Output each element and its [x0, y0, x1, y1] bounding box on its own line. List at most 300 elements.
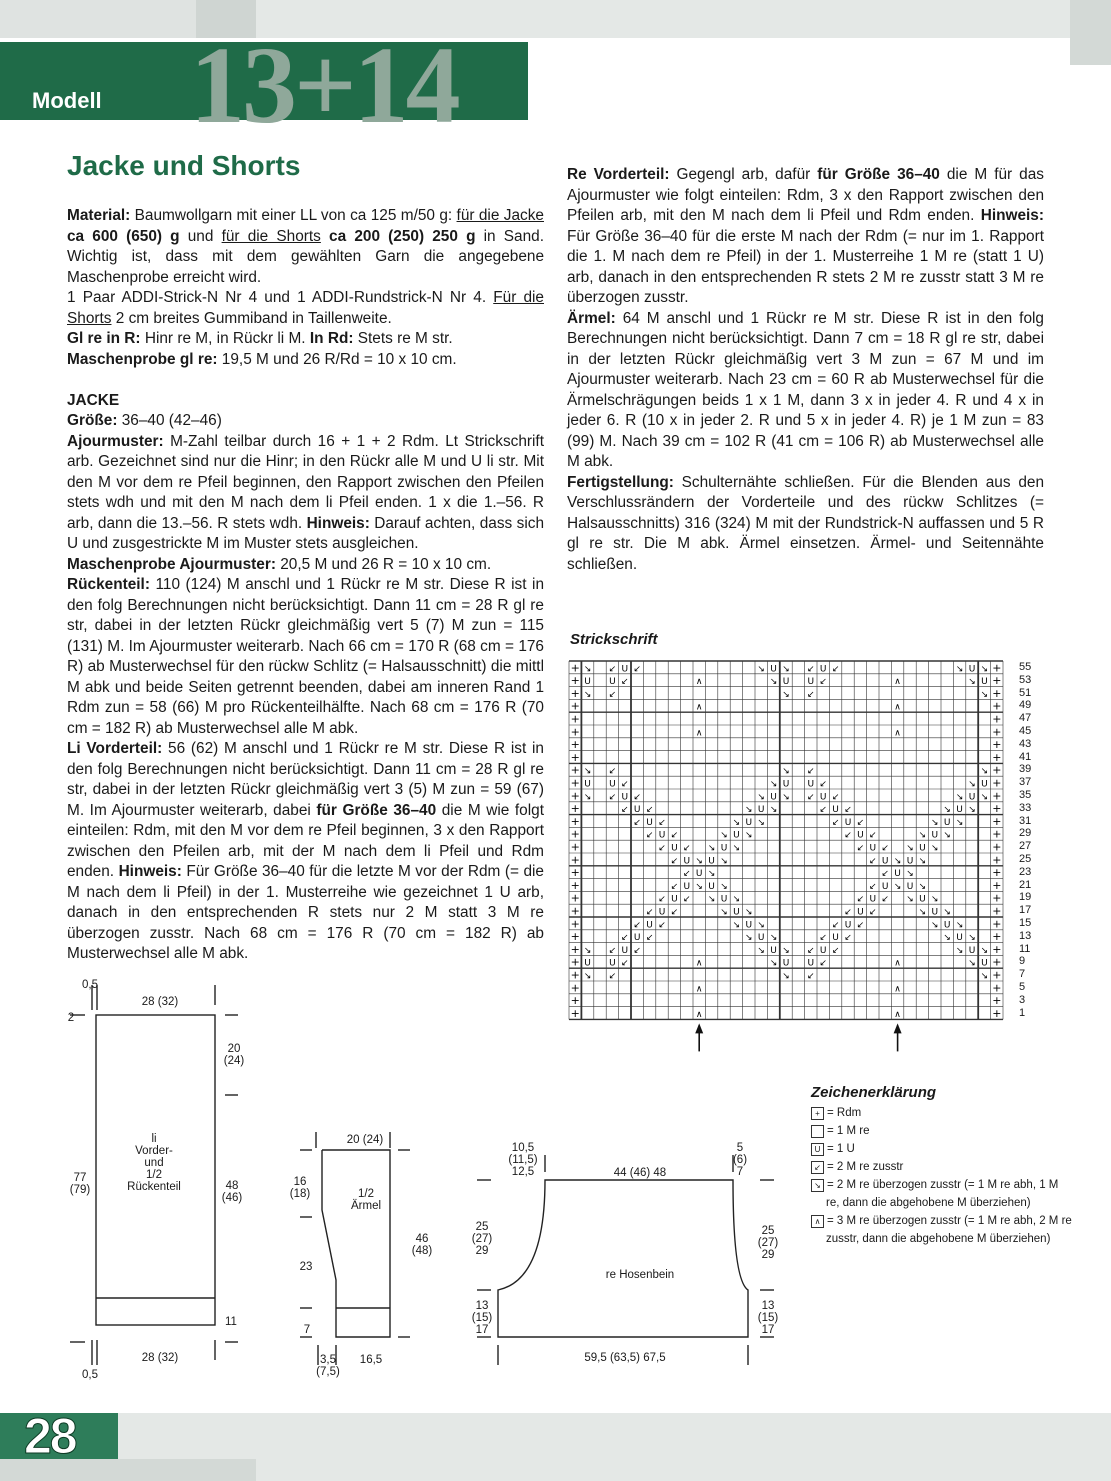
chart-symbol: ↙: [831, 945, 840, 956]
chart-row-number: 43: [1019, 737, 1032, 750]
chart-symbol: U: [720, 894, 728, 905]
chart-symbol: U: [819, 945, 827, 956]
schematic-back-top: 28 (32): [141, 996, 179, 1008]
chart-symbol: ↙: [881, 843, 889, 854]
text-run: 19,5 M und 26 R/Rd = 10 x 10 cm.: [221, 350, 457, 368]
chart-symbol: ↘: [918, 856, 927, 867]
chart-symbol: U: [584, 958, 591, 969]
chart-symbol: ↘: [968, 805, 976, 816]
chart-symbol-edge: +: [570, 686, 580, 700]
chart-symbol: ↘: [955, 920, 964, 931]
legend-label: = 2 M re überzogen zusstr (= 1 M re abh, 1 M: [827, 1179, 1059, 1191]
chart-symbol: ↘: [583, 792, 592, 803]
legend-symbol: U: [811, 1143, 824, 1156]
chart-symbol-edge: +: [570, 827, 580, 841]
chart-symbol: ↙: [608, 945, 617, 956]
chart-symbol: U: [708, 856, 715, 867]
chart-symbol: U: [981, 779, 988, 790]
chart-symbol: ↘: [943, 933, 951, 944]
chart-symbol: ↙: [844, 907, 852, 918]
chart-symbol-edge: +: [570, 968, 580, 982]
chart-symbol: ↘: [583, 689, 592, 700]
chart-symbol: ↙: [819, 933, 827, 944]
chart-symbol-edge: +: [992, 930, 1002, 944]
schematic-back-height: 77 (79): [69, 1172, 91, 1196]
chart-symbol: U: [819, 664, 827, 675]
chart-symbol-edge: +: [570, 878, 580, 892]
chart-symbol: U: [943, 817, 951, 828]
text-run: Für die Shorts: [67, 289, 544, 327]
chart-symbol: U: [621, 792, 629, 803]
chart-symbol-edge: +: [992, 981, 1002, 995]
chart-row-number: 11: [1019, 942, 1031, 955]
instruction-paragraph: [67, 555, 544, 576]
chart-symbol: ↙: [807, 689, 815, 700]
chart-symbol-edge: +: [992, 866, 1002, 880]
chart-symbol: U: [881, 881, 889, 892]
chart-symbol: ↘: [955, 792, 964, 803]
schematic-pants-right-upper: 25 (27) 29: [757, 1225, 779, 1261]
chart-symbol: U: [770, 945, 777, 956]
chart-symbol: ↘: [955, 945, 964, 956]
chart-row-number: 31: [1019, 814, 1032, 827]
text-run: 2 cm breites Gummiband in Taillenweite.: [111, 309, 392, 327]
chart-symbol: ↙: [856, 817, 865, 828]
chart-symbol: ↙: [670, 856, 679, 867]
text-run: für Größe 36–40: [817, 166, 940, 183]
chart-symbol: ∧: [695, 702, 703, 713]
chart-symbol: ↘: [732, 817, 741, 828]
chart-symbol: ↙: [819, 805, 827, 816]
chart-symbol: ↙: [819, 677, 827, 688]
chart-symbol: U: [633, 933, 641, 944]
chart-symbol: ↘: [720, 907, 728, 918]
chart-symbol: ↘: [732, 894, 741, 905]
chart-row-number: 53: [1019, 673, 1032, 686]
chart-symbol-edge: +: [570, 814, 580, 828]
chart-symbol: ↙: [831, 920, 840, 931]
chart-title: Strickschrift: [570, 631, 658, 648]
chart-symbol: U: [757, 805, 765, 816]
chart-row-number: 19: [1019, 891, 1032, 904]
chart-symbol: ↙: [831, 792, 840, 803]
chart-symbol: ↘: [931, 920, 939, 931]
text-run: In Rd:: [309, 330, 358, 347]
chart-symbol: ↘: [583, 766, 592, 777]
text-run: M-Zahl teilbar durch 16 + 1 + 2 Rdm. Lt Strickschrift arb. Gezeichnet sind nur die Hinr; in den Rückr alle M und U li str. Mit den M vor dem re Pfeil beginnen, den Rapport zwischen den Pfeilen stets wdh und mit den M nach dem li Pfeil enden. 1 x die 1.–56. R arb, dann die 13.–56. R stets wdh.: [67, 432, 544, 532]
text-run: Fertigstellung:: [567, 473, 682, 491]
chart-symbol: ∧: [894, 702, 901, 713]
chart-symbol: ↘: [782, 971, 790, 982]
instruction-paragraph: [67, 350, 544, 371]
chart-symbol: ↘: [720, 856, 728, 867]
chart-symbol: ↘: [782, 664, 790, 675]
chart-symbol: ↙: [869, 881, 877, 892]
chart-symbol: ↙: [831, 664, 840, 675]
chart-symbol: ↘: [769, 677, 778, 688]
schematic-pants-top-left: 10,5 (11,5) 12,5: [508, 1142, 538, 1178]
text-run: Größe:: [67, 412, 122, 429]
chart-symbol: U: [683, 881, 691, 892]
chart-symbol: U: [646, 817, 653, 828]
chart-symbol: U: [981, 958, 988, 969]
instruction-paragraph: [567, 473, 1044, 576]
chart-symbol: U: [708, 881, 715, 892]
chart-symbol-edge: +: [570, 840, 580, 854]
chart-symbol: U: [621, 664, 629, 675]
chart-symbol-edge: +: [570, 955, 580, 969]
text-run: die M wie folgt einteilen: Rdm, mit den M vor dem re Pfeil beginnen, 3 x den Rapport zwischen den Pfeilen arb, mit der M nach dem li Pfeil und Rdm enden.: [67, 801, 544, 880]
chart-symbol: ∧: [695, 1009, 703, 1020]
chart-symbol: ↘: [757, 945, 765, 956]
chart-symbol: U: [968, 664, 976, 675]
chart-symbol: ↙: [683, 894, 691, 905]
chart-symbol-edge: +: [992, 840, 1002, 854]
chart-symbol: ↘: [782, 792, 790, 803]
text-run: Darauf achten, dass sich U und zusgestrickte M im Muster stets ausgleichen.: [67, 514, 544, 552]
chart-symbol: ↘: [931, 894, 939, 905]
chart-symbol: ↘: [757, 920, 765, 931]
chart-symbol: ↙: [633, 817, 641, 828]
text-run: Für Größe 36–40 für die letzte M vor der Rdm (= die M nach dem li Pfeil) in der 1. Musterreihe wie gezeichnet 1 U arb, danach in den entsprechenden R stets nur 2 M statt 3 M re überzogen zusstr. Nach 68 cm = 176 R (70 cm = 182 R) ab Musterwechsel alle M abk.: [67, 863, 544, 962]
chart-symbol: ↘: [782, 766, 790, 777]
chart-symbol: U: [695, 869, 703, 880]
text-run: Material:: [67, 207, 135, 224]
chart-symbol-edge: +: [570, 763, 580, 777]
instructions-left-column: [67, 206, 544, 965]
chart-symbol-edge: +: [570, 789, 580, 803]
schematic-back-label: li Vorder- und 1/2 Rückenteil: [127, 1133, 181, 1193]
chart-symbol: ↘: [583, 971, 592, 982]
schematic-sleeve-left-low: 7: [303, 1324, 311, 1336]
chart-symbol: ∧: [695, 677, 703, 688]
schematic-pants-right-low: 13 (15) 17: [757, 1300, 779, 1336]
paragraph-spacer: [67, 370, 544, 391]
legend-symbol: ↙: [811, 1161, 824, 1174]
header-strip: [0, 0, 1111, 38]
chart-symbol: ∧: [894, 984, 901, 995]
schematic-sleeve-top: 20 (24): [346, 1134, 384, 1146]
chart-symbol: ↙: [658, 843, 666, 854]
chart-symbol: U: [956, 805, 963, 816]
chart-symbol: ↙: [869, 907, 877, 918]
schematic-pants-left-upper: 25 (27) 29: [471, 1221, 493, 1257]
schematic-pants-top-right: 5 (6) 7: [732, 1142, 748, 1178]
chart-symbol: U: [931, 830, 939, 841]
page-number: 28: [24, 1408, 76, 1464]
chart-symbol: U: [745, 817, 753, 828]
footer: [0, 1408, 1111, 1481]
instruction-paragraph: [67, 739, 544, 965]
text-run: ca 200 (250) 250 g: [329, 227, 476, 245]
chart-symbol: ↘: [732, 920, 741, 931]
chart-symbol: U: [857, 907, 864, 918]
chart-symbol: U: [968, 945, 976, 956]
chart-symbol: U: [943, 920, 951, 931]
chart-symbol-edge: +: [570, 776, 580, 790]
chart-symbol: U: [807, 677, 815, 688]
chart-row-number: 9: [1019, 955, 1026, 968]
chart-symbol: ↙: [881, 869, 889, 880]
chart-symbol-edge: +: [570, 738, 580, 752]
chart-symbol: ↘: [583, 945, 592, 956]
chart-symbol: U: [770, 664, 777, 675]
legend-label: = 3 M re überzogen zusstr (= 1 M re abh, 2 M re: [827, 1215, 1072, 1227]
schematic-sleeve-left-upper: 16 (18): [289, 1176, 311, 1200]
chart-symbol: U: [646, 920, 653, 931]
schematic-pants-top-mid: 44 (46) 48: [613, 1167, 667, 1179]
chart-symbol: U: [757, 933, 765, 944]
chart-symbol: ↙: [831, 817, 840, 828]
chart-symbol: ↘: [943, 805, 951, 816]
chart-row-number: 7: [1019, 968, 1026, 981]
chart-symbol-edge: +: [570, 930, 580, 944]
chart-symbol-edge: +: [992, 776, 1002, 790]
schematic-sleeve-bottom-left: 3,5 (7,5): [316, 1354, 340, 1378]
legend-label: = 2 M re zusstr: [827, 1161, 904, 1173]
chart-symbol-edge: +: [992, 725, 1002, 739]
chart-symbol-edge: +: [570, 661, 580, 675]
chart-symbol: ↘: [980, 792, 989, 803]
text-run: und: [179, 227, 222, 245]
chart-symbol-edge: +: [570, 674, 580, 688]
chart-symbol: U: [658, 907, 666, 918]
chart-symbol-edge: +: [992, 878, 1002, 892]
chart-symbol: ↙: [633, 945, 641, 956]
chart-symbol: ↘: [583, 664, 592, 675]
chart-symbol: U: [906, 881, 914, 892]
chart-symbol-edge: +: [570, 891, 580, 905]
chart-symbol: ↘: [931, 843, 939, 854]
chart-symbol: ↘: [782, 689, 790, 700]
chart-symbol: U: [881, 856, 889, 867]
chart-symbol-edge: +: [570, 994, 580, 1008]
chart-symbol: ↘: [732, 843, 741, 854]
header-strip-block: [1070, 0, 1111, 65]
chart-symbol: ↘: [720, 830, 728, 841]
chart-symbol: ↘: [707, 894, 716, 905]
chart-symbol: ↘: [906, 843, 914, 854]
instruction-paragraph: [67, 432, 544, 555]
chart-symbol: ↘: [745, 805, 753, 816]
chart-symbol-edge: +: [992, 904, 1002, 918]
chart-symbol: U: [919, 843, 926, 854]
chart-symbol: ↙: [670, 830, 679, 841]
schematic-pants-left-low: 13 (15) 17: [471, 1300, 493, 1336]
legend-label: = 1 M re: [827, 1125, 870, 1137]
chart-symbol: U: [919, 894, 926, 905]
chart-symbol: ↙: [807, 945, 815, 956]
chart-symbol: ∧: [695, 728, 703, 739]
chart-symbol: ↙: [608, 664, 617, 675]
text-run: 36–40 (42–46): [121, 412, 222, 429]
chart-row-number: 1: [1019, 1006, 1026, 1019]
text-run: Ajourmuster:: [67, 432, 171, 450]
chart-symbol: ↙: [633, 664, 641, 675]
chart-symbol: U: [658, 830, 666, 841]
schematic-back-edge-bottom: 0,5: [82, 1369, 98, 1381]
chart-symbol: ↘: [943, 830, 951, 841]
text-run: Für Größe 36–40 für die erste M nach der Rdm (= nur im 1. Rapport die 1. M nach dem re Pfeil) in der 1. Musterreihe 1 M re (statt 1 U) arb, danach in den entsprechenden R stets 2 M re zusstr statt 3 M re überzogen zusstr.: [567, 227, 1044, 306]
text-run: die M für das Ajourmuster wie folgt einteilen: Rdm, 3 x den Rapport zwischen den Pfeilen arb, mit den M nach dem li Pfeil und Rdm enden.: [567, 166, 1044, 224]
pants-outline: [498, 1180, 748, 1337]
chart-symbol: ∧: [695, 958, 703, 969]
legend-symbol: +: [811, 1107, 824, 1120]
chart-symbol-edge: +: [992, 968, 1002, 982]
schematic-pants-bottom: 59,5 (63,5) 67,5: [584, 1352, 666, 1364]
chart-symbol: U: [857, 830, 864, 841]
chart-symbol: ↘: [980, 945, 989, 956]
chart-symbol: ↙: [645, 907, 654, 918]
text-run: Hinweis:: [118, 863, 187, 880]
schematic-back-edge-top: 0,5: [82, 979, 98, 991]
chart-symbol: ↘: [695, 881, 703, 892]
chart-symbol-edge: +: [992, 814, 1002, 828]
model-label: Modell: [32, 88, 102, 113]
text-run: Maschenprobe gl re:: [67, 350, 222, 368]
chart-row-number: 49: [1019, 699, 1032, 712]
instruction-paragraph: [567, 309, 1044, 473]
chart-symbol: ↘: [745, 907, 753, 918]
text-run: 64 M anschl und 1 Rückr re M str. Diese R ist in den folg Berechnungen nicht berücksichtigt. Dann 7 cm = 18 R gl re str, dabei in der letzten Rückr gleichmäßig vert 3 M zun = 67 M und im Ajourmuster weiterarb. Nach 23 cm = 60 R ab Musterwechsel für die Ärmelschrägungen beids 1 x 1 M, dann 3 x in jeder 4. R und 4 x in jeder 6. R (10 x in jeder 2. R und 5 x in jeder 4. R) je 1 M zun = 83 (99) M. Nach 39 cm = 102 R (41 cm = 106 R) ab Musterwechsel alle M abk.: [567, 309, 1044, 470]
chart-symbol: U: [584, 677, 591, 688]
chart-symbol: ↙: [633, 792, 641, 803]
chart-symbol: U: [832, 933, 839, 944]
chart-symbol: U: [906, 856, 914, 867]
chart-row-number: 41: [1019, 750, 1032, 763]
chart-symbol: ↙: [881, 894, 889, 905]
chart-symbol: U: [782, 779, 790, 790]
chart-symbol: ↙: [621, 779, 629, 790]
chart-symbol: ↙: [608, 766, 617, 777]
chart-symbol: ↘: [943, 907, 951, 918]
chart-symbol-edge: +: [992, 994, 1002, 1008]
chart-symbol: ↘: [757, 664, 765, 675]
chart-symbol-edge: +: [570, 802, 580, 816]
chart-symbol: ↙: [819, 779, 827, 790]
chart-symbol-edge: +: [992, 891, 1002, 905]
text-run: 1 Paar ADDI-Strick-N Nr 4 und 1 ADDI-Rundstrick-N Nr 4.: [67, 289, 494, 306]
chart-symbol: U: [621, 945, 629, 956]
chart-symbol: ↘: [980, 689, 989, 700]
chart-symbol: ∧: [894, 677, 901, 688]
legend-label: zusstr, dann die abgehobene M überziehen): [826, 1233, 1051, 1245]
chart-symbol: ↘: [980, 664, 989, 675]
chart-symbol-edge: +: [570, 866, 580, 880]
text-run: Li Vorderteil:: [67, 740, 169, 757]
chart-symbol: ↘: [906, 869, 914, 880]
chart-symbol: ↘: [769, 805, 778, 816]
chart-symbol: U: [584, 779, 591, 790]
page-title: Jacke und Shorts: [67, 150, 301, 181]
chart-symbol: ↘: [745, 830, 753, 841]
chart-symbol: ↙: [621, 933, 629, 944]
chart-symbol: U: [782, 958, 790, 969]
chart-symbol-edge: +: [570, 981, 580, 995]
chart-symbol-edge: +: [992, 917, 1002, 931]
chart-symbol-edge: +: [992, 853, 1002, 867]
chart-symbol: ↘: [769, 933, 778, 944]
chart-row-number: 21: [1019, 878, 1032, 891]
chart-symbol: ↘: [918, 881, 927, 892]
legend-symbol: ↘: [811, 1179, 824, 1192]
legend-symbol: ∧: [811, 1215, 824, 1228]
text-run: 20,5 M und 26 R = 10 x 10 cm.: [280, 555, 492, 573]
chart-symbol: U: [844, 817, 852, 828]
chart-symbol: ↙: [869, 856, 877, 867]
chart-symbol: ↘: [906, 894, 914, 905]
chart-symbol: U: [671, 894, 678, 905]
chart-symbol-edge: +: [992, 789, 1002, 803]
chart-symbol: U: [968, 792, 976, 803]
chart-symbol: U: [981, 677, 988, 688]
chart-symbol: U: [609, 779, 616, 790]
schematic-back-bottom: 28 (32): [141, 1352, 179, 1364]
chart-row-number: 5: [1019, 981, 1026, 993]
instruction-paragraph: [67, 329, 544, 350]
chart-row-number: 47: [1019, 712, 1032, 725]
chart-symbol: U: [844, 920, 852, 931]
chart-symbol: U: [683, 856, 691, 867]
schematic-back-left-small: 2: [67, 1012, 75, 1024]
text-run: Gl re in R:: [67, 330, 145, 347]
chart-symbol: ↙: [658, 817, 666, 828]
chart-row-number: 3: [1019, 993, 1026, 1006]
chart-symbol: U: [832, 805, 839, 816]
chart-symbol: ↘: [968, 958, 976, 969]
chart-symbol: ↘: [968, 677, 976, 688]
chart-symbol: ∧: [894, 728, 901, 739]
chart-symbol: U: [609, 677, 616, 688]
chart-symbol: ↘: [757, 817, 765, 828]
chart-symbol: ↙: [670, 881, 679, 892]
chart-symbol: ↘: [980, 766, 989, 777]
text-run: Hinr re M, in Rückr li M.: [144, 330, 310, 347]
chart-symbol: ↙: [844, 933, 852, 944]
schematic-pants-label: re Hosenbein: [605, 1269, 675, 1281]
chart-symbol: ↘: [707, 843, 716, 854]
instruction-paragraph: [67, 411, 544, 432]
chart-symbol: ∧: [894, 958, 901, 969]
chart-symbol: ↙: [683, 843, 691, 854]
text-run: Gegengl arb, dafür: [676, 166, 818, 183]
chart-symbol: U: [807, 958, 815, 969]
chart-symbol: ↙: [807, 792, 815, 803]
chart-symbol: ↘: [782, 945, 790, 956]
chart-symbol: ↙: [608, 971, 617, 982]
chart-symbol: U: [782, 677, 790, 688]
chart-symbol: ↘: [918, 907, 927, 918]
chart-symbol: ∧: [695, 984, 703, 995]
text-run: Ärmel:: [567, 309, 623, 327]
schematic-sleeve-right: 46 (48): [411, 1233, 433, 1257]
chart-symbol: ↙: [658, 920, 666, 931]
schematic-sleeve-left-mid: 23: [299, 1261, 313, 1273]
schematic-back-right-upper: 20 (24): [223, 1043, 245, 1067]
chart-row-number: 33: [1019, 801, 1032, 814]
chart-row-number: 55: [1019, 661, 1032, 673]
chart-symbol-edge: +: [992, 699, 1002, 713]
chart-symbol: ↙: [608, 792, 617, 803]
legend-label: = 1 U: [827, 1143, 855, 1155]
chart-symbol-edge: +: [570, 699, 580, 713]
chart-symbol: ↙: [807, 664, 815, 675]
schematic-sleeve-label: 1/2 Ärmel: [350, 1188, 382, 1212]
chart-symbol: ↘: [955, 817, 964, 828]
chart-symbol: ↘: [695, 856, 703, 867]
chart-symbol: ∧: [894, 1009, 901, 1020]
text-run: Re Vorderteil:: [567, 166, 677, 183]
